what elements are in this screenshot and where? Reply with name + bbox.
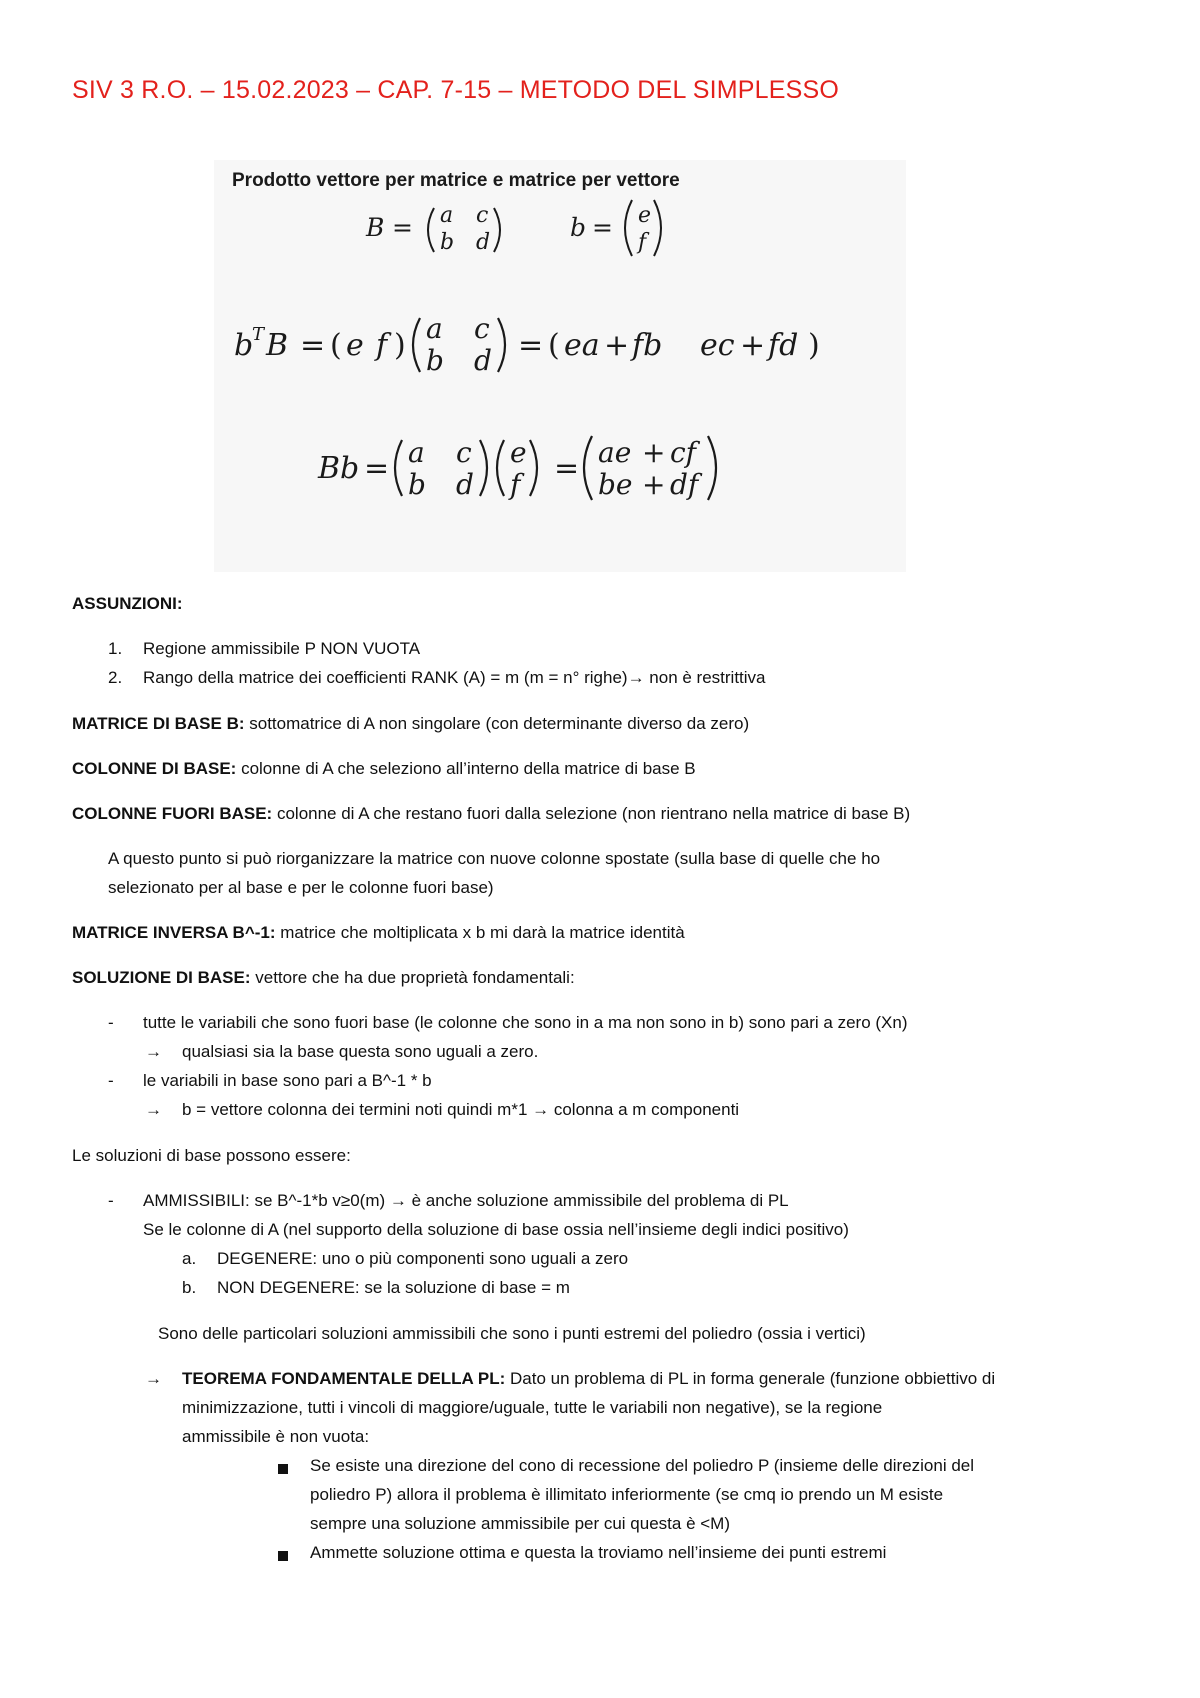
bullet-subtext: qualsiasi sia la base questa sono uguali a zero.: [182, 1042, 539, 1061]
teorema-line: minimizzazione, tutti i vincoli di maggiore/uguale, tutte le variabili non negative), se la regione: [182, 1398, 883, 1417]
def-term: COLONNE DI BASE:: [72, 759, 237, 778]
list-letter: a.: [182, 1249, 197, 1268]
list-number: 1.: [108, 639, 123, 658]
svg-text:d: d: [476, 230, 491, 255]
dash-bullet: -: [108, 1191, 114, 1210]
def-matrice-base: [72, 713, 749, 735]
bullet-text: tutte le variabili che sono fuori base (le colonne che sono in a ma non sono in b) sono pari a zero (Xn): [143, 1013, 908, 1032]
svg-text:=: =: [300, 328, 326, 363]
svg-text:fb: fb: [632, 328, 663, 363]
def-text: vettore che ha due proprietà fondamentali:: [250, 968, 575, 987]
svg-text:d: d: [456, 468, 474, 501]
bullet-text: Se le colonne di A (nel supporto della soluzione di base ossia nell’insieme degli indici positivo): [143, 1220, 849, 1239]
svg-text:=: =: [364, 451, 390, 486]
svg-text:d: d: [474, 344, 492, 377]
def-soluzione-base: [72, 967, 575, 989]
def-term: MATRICE DI BASE B:: [72, 714, 245, 733]
svg-text:B: B: [266, 328, 289, 363]
svg-text:f: f: [638, 230, 647, 255]
def-text: colonne di A che seleziono all’interno della matrice di base B: [236, 759, 696, 778]
svg-text:df: df: [670, 468, 699, 501]
square-bullet-icon: [278, 1546, 288, 1566]
matrix-formulas: [214, 160, 906, 572]
bullet-text: AMMISSIBILI: se B^-1*b v≥0(m) → è anche soluzione ammissibile del problema di PL: [143, 1191, 789, 1210]
arrow-icon: →: [145, 1100, 162, 1119]
bullet-subtext: b = vettore colonna dei termini noti quindi m*1 → colonna a m componenti: [182, 1100, 740, 1119]
svg-text:b: b: [408, 468, 426, 501]
bullet-text: sempre una soluzione ammissibile per cui questa è <M): [310, 1514, 731, 1533]
def-term: COLONNE FUORI BASE:: [72, 804, 273, 823]
svg-text:a: a: [408, 436, 425, 469]
svg-text:(: (: [330, 328, 342, 363]
svg-text:e: e: [638, 203, 652, 228]
svg-text:fd: fd: [768, 328, 799, 363]
arrow-icon: →: [145, 1042, 162, 1061]
dash-bullet: -: [108, 1071, 114, 1090]
def-term: MATRICE INVERSA B^-1:: [72, 923, 276, 942]
teorema-line: [182, 1369, 995, 1389]
svg-text:T: T: [252, 324, 265, 345]
svg-text:=: =: [518, 328, 544, 363]
svg-text:c: c: [474, 312, 490, 345]
formula-figure: [214, 160, 906, 572]
svg-text:=: =: [592, 213, 613, 242]
paragraph-line: Sono delle particolari soluzioni ammissibili che sono i punti estremi del poliedro (ossia i vertici): [158, 1324, 866, 1343]
svg-text:a: a: [426, 312, 443, 345]
list-item-text: NON DEGENERE: se la soluzione di base = m: [217, 1278, 570, 1297]
list-item-text: Regione ammissibile P NON VUOTA: [143, 639, 421, 658]
bullet-text: poliedro P) allora il problema è illimitato inferiormente (se cmq io prendo un M esiste: [310, 1485, 944, 1504]
bullet-text: Se esiste una direzione del cono di recessione del poliedro P (insieme delle direzioni del: [310, 1456, 975, 1475]
svg-text:): ): [394, 328, 406, 363]
def-matrice-inversa: [72, 922, 685, 944]
list-item-text: Rango della matrice dei coefficienti RANK (A) = m (m = n° righe)→ non è restrittiva: [143, 668, 766, 687]
svg-text:c: c: [476, 203, 489, 228]
dash-bullet: -: [108, 1013, 114, 1032]
svg-text:+: +: [740, 328, 766, 363]
svg-text:ae: ae: [598, 436, 632, 469]
svg-text:f: f: [376, 328, 388, 363]
list-number: 2.: [108, 668, 123, 687]
paragraph-line: selezionato per al base e per le colonne fuori base): [108, 878, 494, 897]
svg-text:be: be: [598, 468, 633, 501]
def-colonne-fuori-base: [72, 803, 910, 825]
paragraph-line: A questo punto si può riorganizzare la matrice con nuove colonne spostate (sulla base di quelle che ho: [108, 849, 881, 868]
svg-text:b: b: [426, 344, 444, 377]
paragraph-line: Le soluzioni di base possono essere:: [72, 1146, 351, 1165]
list-letter: b.: [182, 1278, 197, 1297]
svg-text:a: a: [440, 203, 454, 228]
figure-caption: Prodotto vettore per matrice e matrice per vettore: [232, 170, 680, 191]
list-item-text: DEGENERE: uno o più componenti sono uguali a zero: [217, 1249, 629, 1268]
svg-text:c: c: [456, 436, 472, 469]
teorema-line: ammissibile è non vuota:: [182, 1427, 370, 1446]
svg-text:Bb: Bb: [318, 451, 360, 486]
svg-text:e: e: [346, 328, 364, 363]
page-title: SIV 3 R.O. – 15.02.2023 – CAP. 7-15 – METODO DEL SIMPLESSO: [72, 76, 840, 104]
arrow-icon: →: [145, 1369, 162, 1388]
def-term: SOLUZIONE DI BASE:: [72, 968, 251, 987]
assunzioni-heading: ASSUNZIONI:: [72, 594, 183, 613]
svg-text:+: +: [642, 468, 666, 501]
def-text: matrice che moltiplicata x b mi darà la matrice identità: [275, 923, 685, 942]
def-text: colonne di A che restano fuori dalla selezione (non rientrano nella matrice di base B): [272, 804, 911, 823]
svg-text:B: B: [366, 213, 385, 242]
svg-text:=: =: [554, 451, 580, 486]
teorema-term: TEOREMA FONDAMENTALE DELLA PL:: [182, 1369, 506, 1388]
svg-text:b: b: [570, 213, 587, 242]
svg-text:b: b: [234, 328, 254, 363]
svg-text:e: e: [510, 436, 527, 469]
svg-text:ea: ea: [564, 328, 600, 363]
teorema-text: Dato un problema di PL in forma generale (funzione obbiettivo di: [505, 1369, 996, 1388]
svg-text:+: +: [642, 436, 666, 469]
svg-text:f: f: [510, 468, 521, 501]
svg-text:b: b: [440, 230, 455, 255]
svg-text:=: =: [392, 213, 413, 242]
bullet-text: Ammette soluzione ottima e questa la troviamo nell’insieme dei punti estremi: [310, 1543, 887, 1562]
svg-text:(: (: [548, 328, 560, 363]
svg-text:ec: ec: [700, 328, 735, 363]
svg-text:): ): [808, 328, 820, 363]
bullet-text: le variabili in base sono pari a B^-1 * b: [143, 1071, 432, 1090]
def-colonne-base: [72, 758, 696, 780]
svg-text:+: +: [604, 328, 630, 363]
svg-text:cf: cf: [670, 436, 697, 469]
def-text: sottomatrice di A non singolare (con determinante diverso da zero): [244, 714, 750, 733]
square-bullet-icon: [278, 1459, 288, 1479]
